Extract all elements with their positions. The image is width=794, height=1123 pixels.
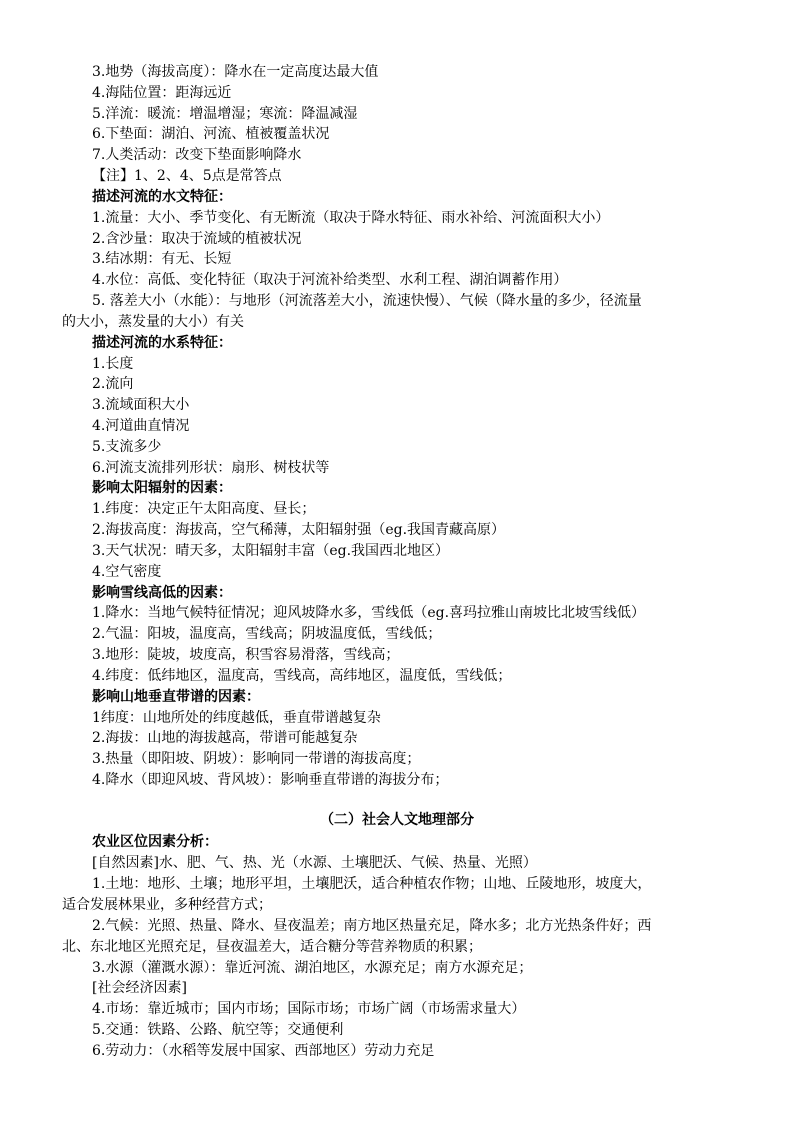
section-heading: 影响雪线高低的因素： (92, 585, 232, 601)
list-item: 6.下垫面：湖泊、河流、植被覆盖状况 (92, 126, 330, 142)
part-title: （二）社会人文地理部分 (320, 812, 474, 828)
list-item: 1纬度：山地所处的纬度越低，垂直带谱越复杂 (92, 710, 381, 726)
section-heading: 影响太阳辐射的因素： (92, 480, 232, 496)
list-item: 2.流向 (92, 376, 134, 392)
list-item-continuation: 适合发展林果业，多种经营方式； (62, 897, 272, 913)
list-item-continuation: 北、东北地区光照充足，昼夜温差大，适合糖分等营养物质的积累； (62, 939, 482, 955)
list-item: 6.河流支流排列形状：扇形、树枝状等 (92, 460, 330, 476)
list-item: 2.含沙量：取决于流域的植被状况 (92, 231, 302, 247)
list-item: 5.支流多少 (92, 439, 162, 455)
list-item: 3.地势（海拔高度）：降水在一定高度达最大值 (92, 64, 379, 80)
list-item: 4.海陆位置：距海远近 (92, 85, 232, 101)
list-item: 5. 落差大小（水能）：与地形（河流落差大小，流速快慢）、气候（降水量的多少，径流量 (92, 293, 642, 309)
list-item: 1.长度 (92, 356, 134, 372)
list-item: 2.海拔高度：海拔高，空气稀薄，太阳辐射强（eg.我国青藏高原） (92, 522, 506, 538)
note: 【注】1、2、4、5点是常答点 (92, 168, 282, 184)
list-item: 5.交通：铁路、公路、航空等；交通便利 (92, 1022, 344, 1038)
list-item: 3.热量（即阳坡、阴坡）：影响同一带谱的海拔高度； (92, 751, 421, 767)
list-item: 2.气候：光照、热量、降水、昼夜温差；南方地区热量充足，降水多；北方光热条件好；西 (92, 918, 652, 934)
list-item: 4.水位：高低、变化特征（取决于河流补给类型、水利工程、湖泊调蓄作用） (92, 272, 568, 288)
subsection-label: [社会经济因素] (92, 980, 187, 996)
list-item-continuation: 的大小，蒸发量的大小）有关 (62, 314, 244, 330)
list-item: 3.天气状况：晴天多，太阳辐射丰富（eg.我国西北地区） (92, 543, 450, 559)
list-item: 4.降水（即迎风坡、背风坡）：影响垂直带谱的海拔分布； (92, 772, 449, 788)
list-item: 7.人类活动：改变下垫面影响降水 (92, 147, 302, 163)
list-item: 1.土地：地形、土壤；地形平坦，土壤肥沃，适合种植农作物；山地、丘陵地形，坡度大， (92, 876, 652, 892)
list-item: 3.地形：陡坡，坡度高，积雪容易滑落，雪线高； (92, 647, 400, 663)
list-item: 2.海拔：山地的海拔越高，带谱可能越复杂 (92, 730, 358, 746)
list-item: 4.纬度：低纬地区，温度高，雪线高，高纬地区，温度低，雪线低； (92, 668, 512, 684)
section-heading: 描述河流的水系特征： (92, 335, 232, 351)
section-heading: 描述河流的水文特征： (92, 189, 232, 205)
section-heading: 影响山地垂直带谱的因素： (92, 689, 260, 705)
list-item: 5.洋流：暖流：增温增湿；寒流：降温减湿 (92, 106, 358, 122)
subsection-label: [自然因素]水、肥、气、热、光（水源、土壤肥沃、气候、热量、光照） (92, 855, 537, 871)
list-item: 3.水源（灌溉水源）：靠近河流、湖泊地区，水源充足；南方水源充足； (92, 960, 533, 976)
list-item: 1.纬度：决定正午太阳高度、昼长； (92, 501, 316, 517)
list-item: 3.结冰期：有无、长短 (92, 251, 232, 267)
list-item: 2.气温：阳坡，温度高，雪线高；阴坡温度低，雪线低； (92, 626, 442, 642)
list-item: 4.市场：靠近城市；国内市场；国际市场；市场广阔（市场需求量大） (92, 1001, 526, 1017)
list-item: 4.河道曲直情况 (92, 418, 190, 434)
list-item: 1.降水：当地气候特征情况；迎风坡降水多，雪线低（eg.喜玛拉雅山南坡比北坡雪线低） (92, 605, 646, 621)
section-heading: 农业区位因素分析： (92, 834, 218, 850)
list-item: 3.流域面积大小 (92, 397, 190, 413)
list-item: 6.劳动力：（水稻等发展中国家、西部地区）劳动力充足 (92, 1043, 435, 1059)
list-item: 4.空气密度 (92, 564, 162, 580)
list-item: 1.流量：大小、季节变化、有无断流（取决于降水特征、雨水补给、河流面积大小） (92, 210, 610, 226)
